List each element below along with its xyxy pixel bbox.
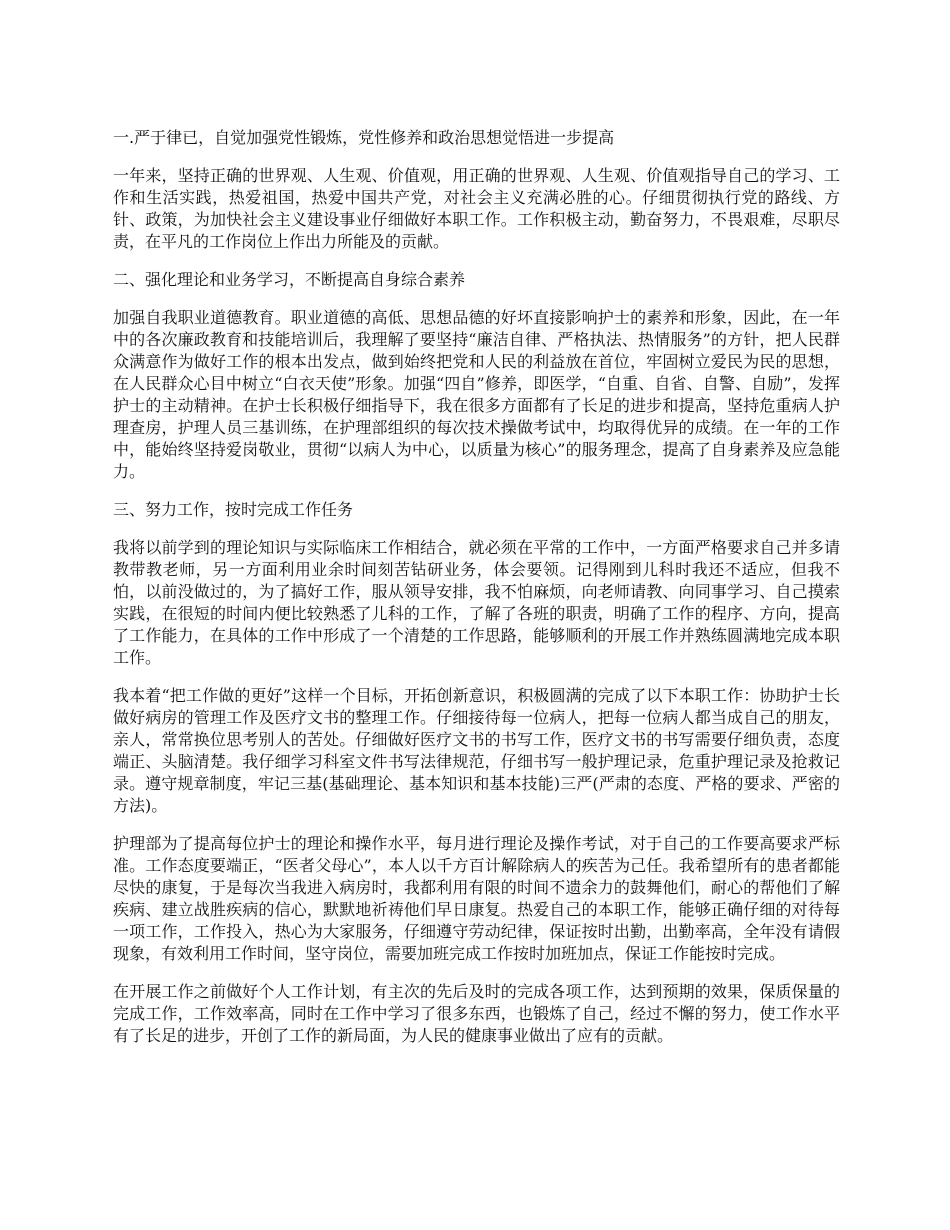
paragraph: 在开展工作之前做好个人工作计划，有主次的先后及时的完成各项工作，达到预期的效果，保质保量的完成工作，工作效率高，同时在工作中学习了很多东西，也锻炼了自己，经过不懈的努力，使工作水平有了长足的进步，开创了工作的新局面，为人民的健康事业做出了应有的贡献。 bbox=[113, 982, 840, 1045]
document-body bbox=[113, 127, 840, 1063]
paragraph: 护理部为了提高每位护士的理论和操作水平，每月进行理论及操作考试，对于自己的工作要高要求严标准。工作态度要端正，“医者父母心”，本人以千方百计解除病人的疾苦为己任。我希望所有的患者都能尽快的康复，于是每次当我进入病房时，我都利用有限的时间不遗余力的鼓舞他们，耐心的帮他们了解疾病、建立战胜疾病的信心，默默地祈祷他们早日康复。热爱自己的本职工作，能够正确仔细的对待每一项工作，工作投入，热心为大家服务，仔细遵守劳动纪律，保证按时出勤，出勤率高，全年没有请假现象，有效利用工作时间，坚守岗位，需要加班完成工作按时加班加点，保证工作能按时完成。 bbox=[113, 834, 840, 963]
section-heading-3: 三、努力工作，按时完成工作任务 bbox=[113, 500, 354, 519]
section-heading-1: 一.严于律已，自觉加强党性锻炼，党性修养和政治思想觉悟进一步提高 bbox=[113, 128, 615, 147]
paragraph: 我本着“把工作做的更好”这样一个目标，开拓创新意识，积极圆满的完成了以下本职工作：协助护士长做好病房的管理工作及医疗文书的整理工作。仔细接待每一位病人，把每一位病人都当成自己的朋友，亲人，常常换位思考别人的苦处。仔细做好医疗文书的书写工作，医疗文书的书写需要仔细负责，态度端正、头脑清楚。我仔细学习科室文件书写法律规范，仔细书写一般护理记录，危重护理记录及抢救记录。遵守规章制度，牢记三基(基础理论、基本知识和基本技能)三严(严肃的态度、严格的要求、严密的方法)。 bbox=[113, 686, 840, 815]
section-heading-2: 二、强化理论和业务学习，不断提高自身综合素养 bbox=[113, 270, 466, 289]
paragraph: 一年来，坚持正确的世界观、人生观、价值观，用正确的世界观、人生观、价值观指导自己的学习、工作和生活实践，热爱祖国，热爱中国共产党，对社会主义充满必胜的心。仔细贯彻执行党的路线、方针、政策，为加快社会主义建设事业仔细做好本职工作。工作积极主动，勤奋努力，不畏艰难，尽职尽责，在平凡的工作岗位上作出力所能及的贡献。 bbox=[113, 166, 840, 251]
paragraph: 加强自我职业道德教育。职业道德的高低、思想品德的好坏直接影响护士的素养和形象，因此，在一年中的各次廉政教育和技能培训后，我理解了要坚持“廉洁自律、严格执法、热情服务”的方针，把人民群众满意作为做好工作的根本出发点，做到始终把党和人民的利益放在首位，牢固树立爱民为民的思想，在人民群众心目中树立“白衣天使”形象。加强“四自”修养，即医学，“自重、自省、自警、自励”，发挥护士的主动精神。在护士长积极仔细指导下，我在很多方面都有了长足的进步和提高，坚持危重病人护理查房，护理人员三基训练，在护理部组织的每次技术操做考试中，均取得优异的成绩。在一年的工作中，能始终坚持爱岗敬业，贯彻“以病人为中心，以质量为核心”的服务理念，提高了自身素养及应急能力。 bbox=[113, 308, 840, 481]
paragraph: 我将以前学到的理论知识与实际临床工作相结合，就必须在平常的工作中，一方面严格要求自己并多请教带教老师，另一方面利用业余时间刻苦钻研业务，体会要领。记得刚到儿科时我还不适应，但我不怕，以前没做过的，为了搞好工作，服从领导安排，我不怕麻烦，向老师请教、向同事学习、自己摸索实践，在很短的时间内便比较熟悉了儿科的工作，了解了各班的职责，明确了工作的程序、方向，提高了工作能力，在具体的工作中形成了一个清楚的工作思路，能够顺利的开展工作并熟练圆满地完成本职工作。 bbox=[113, 538, 840, 667]
